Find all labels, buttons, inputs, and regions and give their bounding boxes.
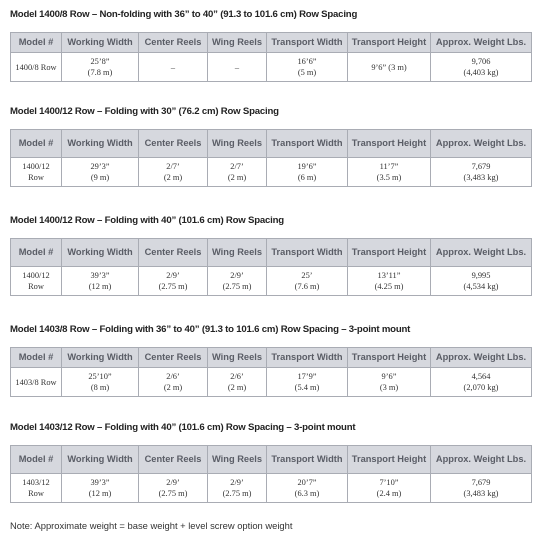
table-cell — [431, 474, 532, 503]
table-row — [11, 474, 532, 503]
spec-section — [10, 421, 531, 503]
cell-metric-value: (6.3 m) — [294, 489, 320, 498]
cell-value: 1400/8 Row — [15, 62, 57, 72]
column-header: Transport Height — [348, 446, 431, 474]
cell-value: 1400/12 — [22, 271, 50, 280]
table-cell — [139, 158, 208, 187]
cell-value: 39’3” — [90, 478, 110, 487]
column-header: Model # — [11, 33, 62, 53]
cell-value: 9,706 — [471, 57, 491, 66]
cell-value: – — [234, 62, 240, 72]
cell-metric-value: (12 m) — [88, 489, 112, 498]
table-row — [11, 158, 532, 187]
table-cell — [348, 158, 431, 187]
table-cell — [139, 474, 208, 503]
column-header: Center Reels — [139, 33, 208, 53]
spec-table — [10, 32, 532, 82]
column-header: Wing Reels — [208, 33, 267, 53]
cell-metric-value: (4,403 kg) — [463, 68, 499, 77]
column-header: Working Width — [62, 446, 139, 474]
column-header: Approx. Weight Lbs. — [431, 130, 532, 158]
cell-value: 19’6” — [297, 162, 317, 171]
column-header: Transport Width — [267, 239, 348, 267]
cell-value: 4,564 — [471, 372, 491, 381]
column-header: Transport Width — [267, 446, 348, 474]
cell-value: 2/9’ — [166, 478, 180, 487]
table-cell — [11, 368, 62, 397]
column-header: Transport Height — [348, 33, 431, 53]
cell-value: 29’3” — [90, 162, 110, 171]
cell-metric-value: (2 m) — [227, 383, 247, 392]
cell-metric-value: (5.4 m) — [294, 383, 320, 392]
section-title: Model 1403/8 Row – Folding with 36” to 40” (91.3 to 101.6 cm) Row Spacing – 3-point mount — [10, 324, 411, 335]
cell-value: 2/6’ — [166, 372, 180, 381]
cell-value: 2/7’ — [230, 162, 244, 171]
header-row — [11, 33, 532, 53]
column-header: Approx. Weight Lbs. — [431, 33, 532, 53]
cell-metric-value: (2.75 m) — [158, 282, 188, 291]
table-cell — [62, 53, 139, 82]
spec-table — [10, 129, 532, 187]
table-cell — [431, 158, 532, 187]
table-cell — [62, 267, 139, 296]
table-cell — [348, 474, 431, 503]
cell-metric-value: (6 m) — [297, 173, 317, 182]
table-cell — [431, 368, 532, 397]
cell-value: 20’7” — [297, 478, 317, 487]
cell-metric-value: (2.4 m) — [376, 489, 402, 498]
cell-value: 2/7’ — [166, 162, 180, 171]
cell-metric-value: (8 m) — [90, 383, 110, 392]
cell-value: 2/9’ — [230, 271, 244, 280]
cell-metric-value: (2.75 m) — [222, 282, 252, 291]
table-cell — [139, 368, 208, 397]
table-cell — [62, 368, 139, 397]
cell-metric-value: (3,483 kg) — [463, 489, 499, 498]
cell-metric-value: (2 m) — [163, 383, 183, 392]
column-header: Approx. Weight Lbs. — [431, 446, 532, 474]
cell-metric-value: (7.8 m) — [87, 68, 113, 77]
table-cell — [208, 368, 267, 397]
column-header: Transport Height — [348, 348, 431, 368]
table-cell — [348, 368, 431, 397]
column-header: Working Width — [62, 239, 139, 267]
table-cell — [267, 53, 348, 82]
cell-value: 1403/12 — [22, 478, 50, 487]
table-cell — [11, 267, 62, 296]
cell-metric-value: Row — [28, 173, 44, 182]
cell-metric-value: (7.6 m) — [294, 282, 320, 291]
cell-metric-value: (9 m) — [90, 173, 110, 182]
column-header: Transport Width — [267, 348, 348, 368]
spec-table — [10, 347, 532, 397]
cell-value: 16’6” — [297, 57, 317, 66]
column-header: Center Reels — [139, 239, 208, 267]
column-header: Center Reels — [139, 446, 208, 474]
column-header: Center Reels — [139, 348, 208, 368]
cell-metric-value: (2,070 kg) — [463, 383, 499, 392]
column-header: Transport Height — [348, 130, 431, 158]
cell-metric-value: (4,534 kg) — [463, 282, 499, 291]
cell-metric-value: (4.25 m) — [374, 282, 404, 291]
cell-metric-value: (5 m) — [297, 68, 317, 77]
table-cell — [208, 53, 267, 82]
spec-section — [10, 105, 531, 187]
table-cell — [208, 267, 267, 296]
table-cell — [348, 267, 431, 296]
column-header: Model # — [11, 239, 62, 267]
table-cell — [139, 53, 208, 82]
column-header: Wing Reels — [208, 239, 267, 267]
table-cell — [431, 267, 532, 296]
table-cell — [11, 158, 62, 187]
header-row — [11, 130, 532, 158]
cell-value: 25’10” — [88, 372, 112, 381]
table-row — [11, 368, 532, 397]
table-row — [11, 267, 532, 296]
cell-metric-value: (2.75 m) — [222, 489, 252, 498]
spec-table — [10, 445, 532, 503]
cell-value: 2/9’ — [166, 271, 180, 280]
cell-value: 2/9’ — [230, 478, 244, 487]
cell-metric-value: (2 m) — [227, 173, 247, 182]
cell-metric-value: (3.5 m) — [376, 173, 402, 182]
spec-section — [10, 214, 531, 296]
column-header: Model # — [11, 348, 62, 368]
table-cell — [348, 53, 431, 82]
column-header: Transport Height — [348, 239, 431, 267]
cell-value: 1403/8 Row — [15, 377, 57, 387]
section-title: Model 1400/8 Row – Non-folding with 36” to 40” (91.3 to 101.6 cm) Row Spacing — [10, 9, 358, 20]
cell-value: 9’6” (3 m) — [371, 62, 407, 72]
spec-section — [10, 323, 531, 397]
table-cell — [431, 53, 532, 82]
table-cell — [62, 158, 139, 187]
table-cell — [139, 267, 208, 296]
table-cell — [11, 53, 62, 82]
column-header: Wing Reels — [208, 348, 267, 368]
column-header: Working Width — [62, 130, 139, 158]
column-header: Working Width — [62, 348, 139, 368]
cell-value: – — [170, 62, 176, 72]
cell-metric-value: (12 m) — [88, 282, 112, 291]
spec-table — [10, 238, 532, 296]
cell-value: 25’8” — [90, 57, 110, 66]
cell-metric-value: (2 m) — [163, 173, 183, 182]
column-header: Approx. Weight Lbs. — [431, 348, 532, 368]
cell-metric-value: (2.75 m) — [158, 489, 188, 498]
table-cell — [208, 158, 267, 187]
column-header: Wing Reels — [208, 446, 267, 474]
cell-value: 7,679 — [471, 478, 491, 487]
cell-value: 11’7” — [379, 162, 399, 171]
cell-value: 9’6” — [381, 372, 397, 381]
table-cell — [267, 368, 348, 397]
section-title: Model 1400/12 Row – Folding with 30” (76.2 cm) Row Spacing — [10, 106, 279, 117]
column-header: Wing Reels — [208, 130, 267, 158]
column-header: Transport Width — [267, 33, 348, 53]
weight-note: Note: Approximate weight = base weight + level screw option weight — [10, 520, 293, 531]
cell-value: 9,995 — [471, 271, 491, 280]
cell-value: 7,679 — [471, 162, 491, 171]
cell-value: 2/6’ — [230, 372, 244, 381]
table-cell — [208, 474, 267, 503]
cell-value: 7’10” — [379, 478, 399, 487]
section-title: Model 1400/12 Row – Folding with 40” (101.6 cm) Row Spacing — [10, 215, 284, 226]
table-cell — [267, 474, 348, 503]
cell-value: 13’11” — [377, 271, 401, 280]
table-cell — [267, 267, 348, 296]
header-row — [11, 348, 532, 368]
column-header: Model # — [11, 130, 62, 158]
cell-metric-value: (3 m) — [379, 383, 399, 392]
cell-value: 25’ — [301, 271, 313, 280]
section-title: Model 1403/12 Row – Folding with 40” (101.6 cm) Row Spacing – 3-point mount — [10, 422, 356, 433]
header-row — [11, 239, 532, 267]
cell-value: 39’3” — [90, 271, 110, 280]
column-header: Model # — [11, 446, 62, 474]
column-header: Working Width — [62, 33, 139, 53]
table-cell — [267, 158, 348, 187]
cell-metric-value: (3,483 kg) — [463, 173, 499, 182]
table-cell — [62, 474, 139, 503]
column-header: Center Reels — [139, 130, 208, 158]
table-row — [11, 53, 532, 82]
cell-value: 1400/12 — [22, 162, 50, 171]
table-cell — [11, 474, 62, 503]
column-header: Approx. Weight Lbs. — [431, 239, 532, 267]
cell-metric-value: Row — [28, 282, 44, 291]
spec-section — [10, 8, 531, 82]
cell-value: 17’9” — [297, 372, 317, 381]
column-header: Transport Width — [267, 130, 348, 158]
cell-metric-value: Row — [28, 489, 44, 498]
header-row — [11, 446, 532, 474]
